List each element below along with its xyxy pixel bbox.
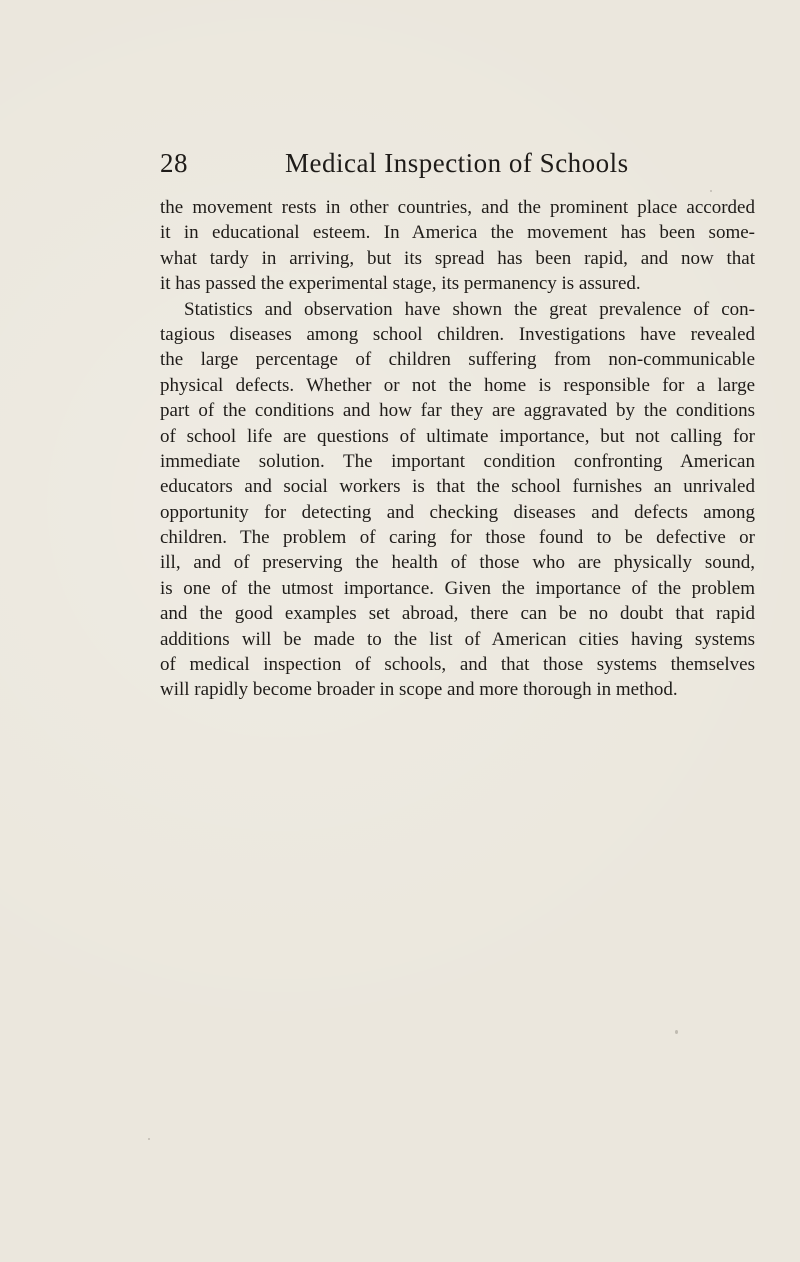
text-line: is one of the utmost importance. Given the importance of the problem (160, 577, 755, 599)
paper-speck (675, 1030, 678, 1034)
paper-speck (148, 1138, 150, 1140)
page-number: 28 (160, 148, 188, 178)
text-line: will rapidly become broader in scope and more thorough in method. (160, 679, 678, 701)
text-line: and the good examples set abroad, there can be no doubt that rapid (160, 603, 755, 625)
text-line: of medical inspection of schools, and that those systems themselves (160, 654, 755, 676)
paragraph-2 (160, 297, 755, 703)
text-line: additions will be made to the list of American cities having systems (160, 628, 755, 650)
paragraph-1 (160, 195, 755, 297)
text-line: opportunity for detecting and checking diseases and defects among (160, 501, 755, 523)
running-title: Medical Inspection of Schools (285, 148, 629, 178)
text-line: part of the conditions and how far they are aggravated by the conditions (160, 400, 755, 422)
text-line: Statistics and observation have shown the great prevalence of con- (184, 298, 755, 320)
text-line: tagious diseases among school children. Investigations have revealed (160, 323, 755, 345)
text-line: educators and social workers is that the school furnishes an unrivaled (160, 476, 755, 498)
text-line: physical defects. Whether or not the home is responsible for a large (160, 374, 755, 396)
text-line: it has passed the experimental stage, its permanency is assured. (160, 273, 641, 295)
body-text (160, 195, 755, 703)
text-line: ill, and of preserving the health of those who are physically sound, (160, 552, 755, 574)
running-head (160, 146, 640, 182)
text-line: of school life are questions of ultimate importance, but not calling for (160, 425, 755, 447)
text-line: the movement rests in other countries, and the prominent place accorded (160, 197, 755, 218)
text-line: what tardy in arriving, but its spread has been rapid, and now that (160, 247, 755, 269)
text-line: children. The problem of caring for those found to be defective or (160, 527, 755, 549)
text-line: immediate solution. The important condition confronting American (160, 450, 755, 472)
text-line: it in educational esteem. In America the movement has been some- (160, 222, 755, 244)
text-line: the large percentage of children suffering from non-communicable (160, 349, 755, 371)
paper-speck (710, 190, 712, 192)
